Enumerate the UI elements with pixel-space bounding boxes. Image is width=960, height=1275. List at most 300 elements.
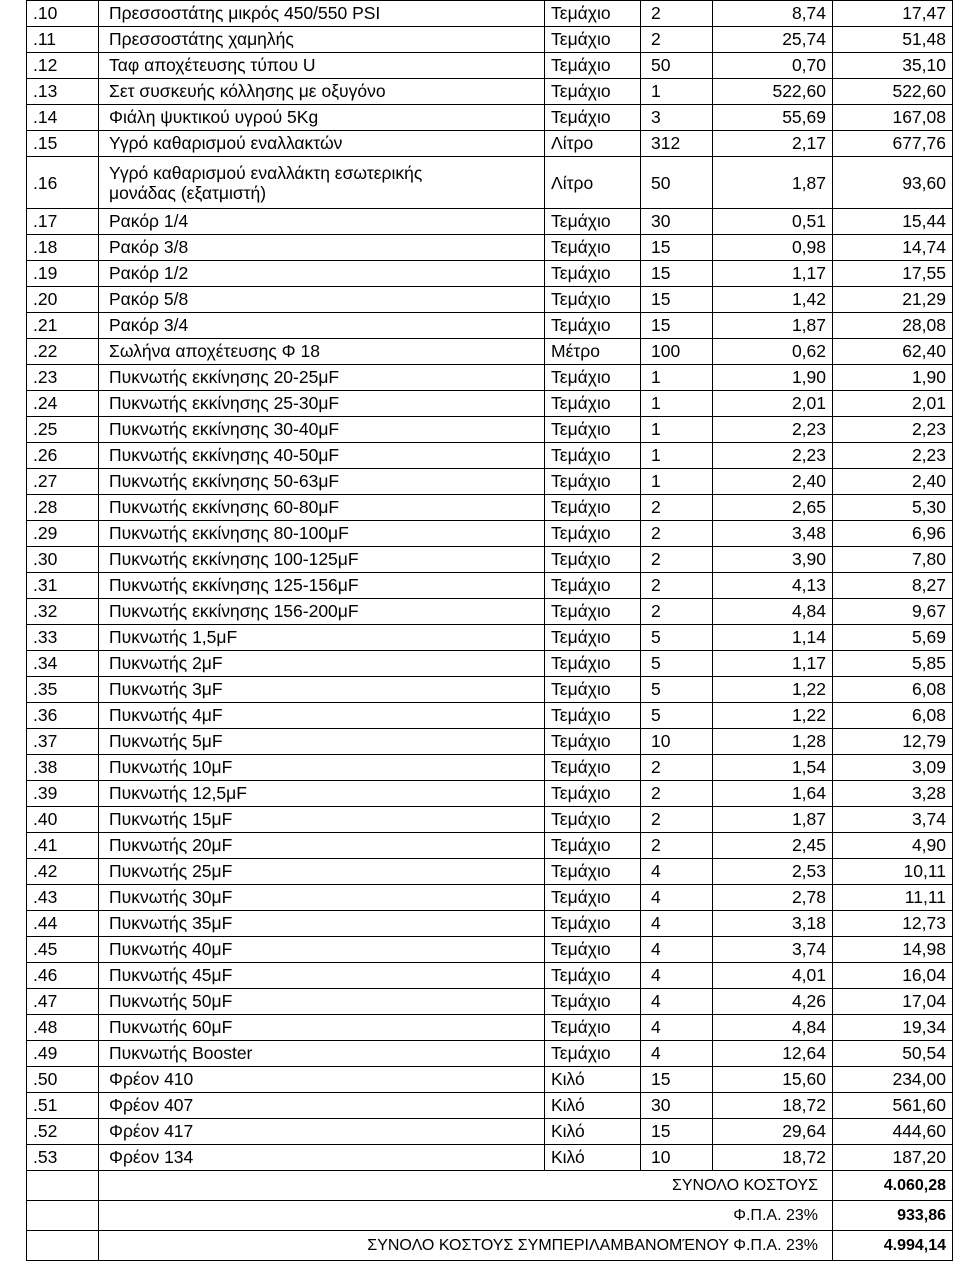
item-quantity: 2 xyxy=(641,573,713,599)
item-quantity: 3 xyxy=(641,105,713,131)
item-quantity: 4 xyxy=(641,937,713,963)
item-description: Πυκνωτής 15μF xyxy=(99,807,545,833)
item-unit-price: 2,01 xyxy=(713,391,833,417)
table-row xyxy=(27,781,953,807)
item-description: Φρέον 407 xyxy=(99,1093,545,1119)
item-unit: Τεμάχιο xyxy=(545,859,641,885)
item-unit-price: 1,22 xyxy=(713,677,833,703)
item-total: 51,48 xyxy=(833,27,953,53)
row-number: .21 xyxy=(27,313,99,339)
row-number: .26 xyxy=(27,443,99,469)
item-description: Ταφ αποχέτευσης τύπου U xyxy=(99,53,545,79)
item-unit-price: 2,78 xyxy=(713,885,833,911)
item-quantity: 4 xyxy=(641,859,713,885)
item-unit-price: 12,64 xyxy=(713,1041,833,1067)
item-description: Ρακόρ 1/4 xyxy=(99,209,545,235)
item-quantity: 15 xyxy=(641,261,713,287)
item-quantity: 2 xyxy=(641,599,713,625)
row-number: .45 xyxy=(27,937,99,963)
item-total: 12,73 xyxy=(833,911,953,937)
item-unit: Τεμάχιο xyxy=(545,469,641,495)
table-row xyxy=(27,27,953,53)
item-description: Πυκνωτής 3μF xyxy=(99,677,545,703)
item-total: 9,67 xyxy=(833,599,953,625)
table-row xyxy=(27,963,953,989)
item-description: Φρέον 134 xyxy=(99,1145,545,1171)
item-unit-price: 1,17 xyxy=(713,261,833,287)
item-total: 12,79 xyxy=(833,729,953,755)
item-total: 2,01 xyxy=(833,391,953,417)
item-description: Πυκνωτής 45μF xyxy=(99,963,545,989)
item-unit: Τεμάχιο xyxy=(545,79,641,105)
item-unit: Τεμάχιο xyxy=(545,807,641,833)
item-quantity: 15 xyxy=(641,313,713,339)
item-unit: Τεμάχιο xyxy=(545,1015,641,1041)
table-row xyxy=(27,417,953,443)
item-quantity: 30 xyxy=(641,209,713,235)
item-total: 10,11 xyxy=(833,859,953,885)
item-unit: Τεμάχιο xyxy=(545,781,641,807)
table-row xyxy=(27,1,953,27)
item-description: Πυκνωτής 30μF xyxy=(99,885,545,911)
item-unit-price: 3,90 xyxy=(713,547,833,573)
summary-total-value: 4.060,28 xyxy=(833,1171,953,1201)
item-unit-price: 1,14 xyxy=(713,625,833,651)
row-number: .37 xyxy=(27,729,99,755)
table-row xyxy=(27,547,953,573)
table-row xyxy=(27,339,953,365)
table-row xyxy=(27,105,953,131)
item-unit: Λίτρο xyxy=(545,131,641,157)
item-total: 2,40 xyxy=(833,469,953,495)
item-unit-price: 25,74 xyxy=(713,27,833,53)
item-unit: Λίτρο xyxy=(545,157,641,209)
table-row xyxy=(27,131,953,157)
item-total: 8,27 xyxy=(833,573,953,599)
item-quantity: 50 xyxy=(641,53,713,79)
item-description: Πυκνωτής εκκίνησης 80-100μF xyxy=(99,521,545,547)
item-unit: Κιλό xyxy=(545,1119,641,1145)
item-unit-price: 4,84 xyxy=(713,1015,833,1041)
row-number: .30 xyxy=(27,547,99,573)
row-number: .11 xyxy=(27,27,99,53)
item-unit-price: 4,26 xyxy=(713,989,833,1015)
item-total: 62,40 xyxy=(833,339,953,365)
item-unit: Τεμάχιο xyxy=(545,417,641,443)
item-unit: Τεμάχιο xyxy=(545,105,641,131)
cost-table-body xyxy=(27,1,953,1171)
table-row xyxy=(27,807,953,833)
item-unit-price: 1,54 xyxy=(713,755,833,781)
summary-spacer xyxy=(27,1201,99,1231)
item-unit-price: 8,74 xyxy=(713,1,833,27)
row-number: .34 xyxy=(27,651,99,677)
item-quantity: 4 xyxy=(641,1041,713,1067)
row-number: .40 xyxy=(27,807,99,833)
item-description: Σωλήνα αποχέτευσης Φ 18 xyxy=(99,339,545,365)
item-total: 14,74 xyxy=(833,235,953,261)
item-total: 3,28 xyxy=(833,781,953,807)
item-unit-price: 1,28 xyxy=(713,729,833,755)
row-number: .48 xyxy=(27,1015,99,1041)
item-description: Πυκνωτής εκκίνησης 100-125μF xyxy=(99,547,545,573)
item-total: 28,08 xyxy=(833,313,953,339)
row-number: .50 xyxy=(27,1067,99,1093)
item-total: 35,10 xyxy=(833,53,953,79)
item-description: Πυκνωτής Booster xyxy=(99,1041,545,1067)
item-quantity: 4 xyxy=(641,911,713,937)
item-unit: Τεμάχιο xyxy=(545,833,641,859)
item-unit: Τεμάχιο xyxy=(545,989,641,1015)
table-row xyxy=(27,729,953,755)
item-total: 2,23 xyxy=(833,417,953,443)
item-unit: Τεμάχιο xyxy=(545,1041,641,1067)
item-total: 17,47 xyxy=(833,1,953,27)
item-description: Ρακόρ 1/2 xyxy=(99,261,545,287)
row-number: .32 xyxy=(27,599,99,625)
table-row xyxy=(27,885,953,911)
item-description: Πυκνωτής εκκίνησης 20-25μF xyxy=(99,365,545,391)
summary-body xyxy=(27,1171,953,1261)
item-unit-price: 1,64 xyxy=(713,781,833,807)
table-row xyxy=(27,1041,953,1067)
table-row xyxy=(27,1119,953,1145)
item-description: Πυκνωτής εκκίνησης 50-63μF xyxy=(99,469,545,495)
item-description-line-1: Υγρό καθαρισμού εναλλάκτη εσωτερικής xyxy=(109,162,423,183)
item-total: 14,98 xyxy=(833,937,953,963)
item-unit-price: 1,87 xyxy=(713,807,833,833)
item-total: 50,54 xyxy=(833,1041,953,1067)
item-description: Πυκνωτής 12,5μF xyxy=(99,781,545,807)
item-description-line-2: μονάδας (εξατμιστή) xyxy=(109,182,267,203)
item-quantity: 15 xyxy=(641,287,713,313)
item-unit: Τεμάχιο xyxy=(545,235,641,261)
item-unit-price: 1,90 xyxy=(713,365,833,391)
row-number: .47 xyxy=(27,989,99,1015)
summary-row-grand-total xyxy=(27,1231,953,1261)
item-description: Πυκνωτής εκκίνησης 156-200μF xyxy=(99,599,545,625)
item-description: Πυκνωτής 60μF xyxy=(99,1015,545,1041)
item-unit: Τεμάχιο xyxy=(545,911,641,937)
table-row xyxy=(27,911,953,937)
item-quantity: 15 xyxy=(641,235,713,261)
item-total: 561,60 xyxy=(833,1093,953,1119)
item-total: 11,11 xyxy=(833,885,953,911)
row-number: .29 xyxy=(27,521,99,547)
item-quantity: 1 xyxy=(641,365,713,391)
item-description: Πυκνωτής εκκίνησης 125-156μF xyxy=(99,573,545,599)
summary-vat-value: 933,86 xyxy=(833,1201,953,1231)
table-row xyxy=(27,859,953,885)
item-unit-price: 2,65 xyxy=(713,495,833,521)
row-number: .20 xyxy=(27,287,99,313)
table-row xyxy=(27,1145,953,1171)
table-row xyxy=(27,53,953,79)
table-row xyxy=(27,287,953,313)
table-row xyxy=(27,1093,953,1119)
item-quantity: 30 xyxy=(641,1093,713,1119)
item-unit: Τεμάχιο xyxy=(545,755,641,781)
item-description: Πυκνωτής 5μF xyxy=(99,729,545,755)
table-row xyxy=(27,755,953,781)
item-unit-price: 2,40 xyxy=(713,469,833,495)
item-description: Πυκνωτής 50μF xyxy=(99,989,545,1015)
row-number: .18 xyxy=(27,235,99,261)
item-total: 5,30 xyxy=(833,495,953,521)
row-number: .44 xyxy=(27,911,99,937)
row-number: .13 xyxy=(27,79,99,105)
item-quantity: 4 xyxy=(641,885,713,911)
table-row xyxy=(27,209,953,235)
item-quantity: 2 xyxy=(641,833,713,859)
summary-grand-total-value: 4.994,14 xyxy=(833,1231,953,1261)
item-total: 6,08 xyxy=(833,703,953,729)
item-unit: Τεμάχιο xyxy=(545,729,641,755)
table-row xyxy=(27,651,953,677)
table-row xyxy=(27,261,953,287)
item-quantity: 2 xyxy=(641,547,713,573)
row-number: .22 xyxy=(27,339,99,365)
item-unit-price: 1,87 xyxy=(713,313,833,339)
item-unit-price: 0,51 xyxy=(713,209,833,235)
table-row xyxy=(27,79,953,105)
item-unit: Τεμάχιο xyxy=(545,365,641,391)
row-number: .17 xyxy=(27,209,99,235)
item-unit: Τεμάχιο xyxy=(545,885,641,911)
item-unit: Τεμάχιο xyxy=(545,287,641,313)
row-number: .38 xyxy=(27,755,99,781)
table-row xyxy=(27,1015,953,1041)
item-unit: Τεμάχιο xyxy=(545,599,641,625)
item-unit-price: 0,70 xyxy=(713,53,833,79)
item-total: 3,09 xyxy=(833,755,953,781)
item-total: 17,55 xyxy=(833,261,953,287)
item-quantity: 2 xyxy=(641,27,713,53)
item-unit: Τεμάχιο xyxy=(545,937,641,963)
item-quantity: 100 xyxy=(641,339,713,365)
table-row xyxy=(27,313,953,339)
item-quantity: 15 xyxy=(641,1067,713,1093)
item-description: Πυκνωτής εκκίνησης 60-80μF xyxy=(99,495,545,521)
item-quantity: 5 xyxy=(641,625,713,651)
item-unit-price: 29,64 xyxy=(713,1119,833,1145)
item-unit-price: 3,74 xyxy=(713,937,833,963)
item-description: Πυκνωτής εκκίνησης 25-30μF xyxy=(99,391,545,417)
row-number: .12 xyxy=(27,53,99,79)
table-row xyxy=(27,235,953,261)
item-quantity: 10 xyxy=(641,1145,713,1171)
item-total: 187,20 xyxy=(833,1145,953,1171)
item-description: Πυκνωτής 10μF xyxy=(99,755,545,781)
item-total: 5,85 xyxy=(833,651,953,677)
item-unit-price: 2,23 xyxy=(713,417,833,443)
item-unit: Τεμάχιο xyxy=(545,209,641,235)
row-number: .14 xyxy=(27,105,99,131)
item-unit-price: 2,45 xyxy=(713,833,833,859)
table-row xyxy=(27,365,953,391)
item-unit-price: 4,01 xyxy=(713,963,833,989)
table-row xyxy=(27,469,953,495)
summary-row-vat xyxy=(27,1201,953,1231)
item-unit: Τεμάχιο xyxy=(545,651,641,677)
item-unit: Κιλό xyxy=(545,1093,641,1119)
item-unit-price: 3,48 xyxy=(713,521,833,547)
row-number: .27 xyxy=(27,469,99,495)
item-quantity: 2 xyxy=(641,781,713,807)
item-unit: Τεμάχιο xyxy=(545,963,641,989)
row-number: .53 xyxy=(27,1145,99,1171)
item-unit-price: 2,53 xyxy=(713,859,833,885)
item-unit: Τεμάχιο xyxy=(545,573,641,599)
item-unit: Τεμάχιο xyxy=(545,677,641,703)
item-description: Ρακόρ 3/8 xyxy=(99,235,545,261)
item-description: Πρεσσοστάτης μικρός 450/550 PSI xyxy=(99,1,545,27)
item-description: Πυκνωτής 4μF xyxy=(99,703,545,729)
item-description: Πυκνωτής 25μF xyxy=(99,859,545,885)
item-unit: Τεμάχιο xyxy=(545,703,641,729)
summary-total-label: ΣΥΝΟΛΟ ΚΟΣΤΟΥΣ xyxy=(99,1171,833,1201)
item-unit-price: 15,60 xyxy=(713,1067,833,1093)
item-description: Ρακόρ 5/8 xyxy=(99,287,545,313)
row-number: .49 xyxy=(27,1041,99,1067)
item-unit: Τεμάχιο xyxy=(545,495,641,521)
row-number: .35 xyxy=(27,677,99,703)
row-number: .43 xyxy=(27,885,99,911)
row-number: .41 xyxy=(27,833,99,859)
table-row xyxy=(27,1067,953,1093)
item-total: 7,80 xyxy=(833,547,953,573)
item-total: 234,00 xyxy=(833,1067,953,1093)
item-unit: Τεμάχιο xyxy=(545,391,641,417)
item-quantity: 2 xyxy=(641,807,713,833)
item-unit: Τεμάχιο xyxy=(545,261,641,287)
summary-vat-label: Φ.Π.Α. 23% xyxy=(99,1201,833,1231)
summary-row-total xyxy=(27,1171,953,1201)
item-description: Πυκνωτής 2μF xyxy=(99,651,545,677)
item-description xyxy=(99,157,545,209)
item-quantity: 4 xyxy=(641,989,713,1015)
item-quantity: 4 xyxy=(641,963,713,989)
row-number: .28 xyxy=(27,495,99,521)
item-unit-price: 55,69 xyxy=(713,105,833,131)
item-description: Πυκνωτής 20μF xyxy=(99,833,545,859)
item-total: 6,08 xyxy=(833,677,953,703)
table-row xyxy=(27,521,953,547)
item-unit-price: 2,23 xyxy=(713,443,833,469)
table-row xyxy=(27,625,953,651)
table-row xyxy=(27,989,953,1015)
item-unit: Τεμάχιο xyxy=(545,625,641,651)
item-description: Φιάλη ψυκτικού υγρού 5Kg xyxy=(99,105,545,131)
item-quantity: 2 xyxy=(641,521,713,547)
row-number: .39 xyxy=(27,781,99,807)
row-number: .23 xyxy=(27,365,99,391)
row-number: .36 xyxy=(27,703,99,729)
item-total: 4,90 xyxy=(833,833,953,859)
row-number: .10 xyxy=(27,1,99,27)
item-quantity: 2 xyxy=(641,1,713,27)
item-description: Πυκνωτής 1,5μF xyxy=(99,625,545,651)
row-number: .16 xyxy=(27,157,99,209)
row-number: .42 xyxy=(27,859,99,885)
summary-spacer xyxy=(27,1171,99,1201)
item-unit: Κιλό xyxy=(545,1067,641,1093)
item-unit: Τεμάχιο xyxy=(545,27,641,53)
item-unit: Τεμάχιο xyxy=(545,53,641,79)
item-quantity: 10 xyxy=(641,729,713,755)
item-unit: Κιλό xyxy=(545,1145,641,1171)
item-total: 677,76 xyxy=(833,131,953,157)
item-description: Φρέον 417 xyxy=(99,1119,545,1145)
table-row xyxy=(27,443,953,469)
item-quantity: 1 xyxy=(641,391,713,417)
table-row xyxy=(27,703,953,729)
item-description: Πυκνωτής 35μF xyxy=(99,911,545,937)
item-description: Σετ συσκευής κόλλησης με οξυγόνο xyxy=(99,79,545,105)
item-unit-price: 4,84 xyxy=(713,599,833,625)
table-row xyxy=(27,573,953,599)
item-unit-price: 1,42 xyxy=(713,287,833,313)
table-row xyxy=(27,937,953,963)
item-description: Ρακόρ 3/4 xyxy=(99,313,545,339)
item-unit: Μέτρο xyxy=(545,339,641,365)
table-row xyxy=(27,391,953,417)
item-quantity: 50 xyxy=(641,157,713,209)
row-number: .25 xyxy=(27,417,99,443)
table-row xyxy=(27,599,953,625)
summary-grand-total-label: ΣΥΝΟΛΟ ΚΟΣΤΟΥΣ ΣΥΜΠΕΡΙΛΑΜΒΑΝΟΜΈΝΟΥ Φ.Π.Α. 23% xyxy=(99,1231,833,1261)
row-number: .15 xyxy=(27,131,99,157)
item-description: Φρέον 410 xyxy=(99,1067,545,1093)
summary-spacer xyxy=(27,1231,99,1261)
item-description: Πυκνωτής εκκίνησης 30-40μF xyxy=(99,417,545,443)
item-quantity: 5 xyxy=(641,677,713,703)
item-total: 3,74 xyxy=(833,807,953,833)
item-unit-price: 4,13 xyxy=(713,573,833,599)
item-quantity: 1 xyxy=(641,417,713,443)
item-quantity: 5 xyxy=(641,703,713,729)
item-total: 19,34 xyxy=(833,1015,953,1041)
table-row xyxy=(27,495,953,521)
item-unit: Τεμάχιο xyxy=(545,1,641,27)
item-unit: Τεμάχιο xyxy=(545,547,641,573)
item-total: 2,23 xyxy=(833,443,953,469)
item-total: 21,29 xyxy=(833,287,953,313)
row-number: .51 xyxy=(27,1093,99,1119)
item-unit-price: 1,22 xyxy=(713,703,833,729)
item-total: 5,69 xyxy=(833,625,953,651)
item-quantity: 1 xyxy=(641,79,713,105)
item-total: 1,90 xyxy=(833,365,953,391)
item-quantity: 1 xyxy=(641,469,713,495)
item-quantity: 2 xyxy=(641,755,713,781)
item-unit-price: 1,87 xyxy=(713,157,833,209)
item-description: Πρεσσοστάτης χαμηλής xyxy=(99,27,545,53)
item-unit: Τεμάχιο xyxy=(545,313,641,339)
item-total: 93,60 xyxy=(833,157,953,209)
row-number: .19 xyxy=(27,261,99,287)
row-number: .33 xyxy=(27,625,99,651)
item-total: 15,44 xyxy=(833,209,953,235)
item-unit-price: 1,17 xyxy=(713,651,833,677)
row-number: .31 xyxy=(27,573,99,599)
row-number: .52 xyxy=(27,1119,99,1145)
item-total: 522,60 xyxy=(833,79,953,105)
item-total: 6,96 xyxy=(833,521,953,547)
item-quantity: 2 xyxy=(641,495,713,521)
item-total: 17,04 xyxy=(833,989,953,1015)
item-total: 444,60 xyxy=(833,1119,953,1145)
